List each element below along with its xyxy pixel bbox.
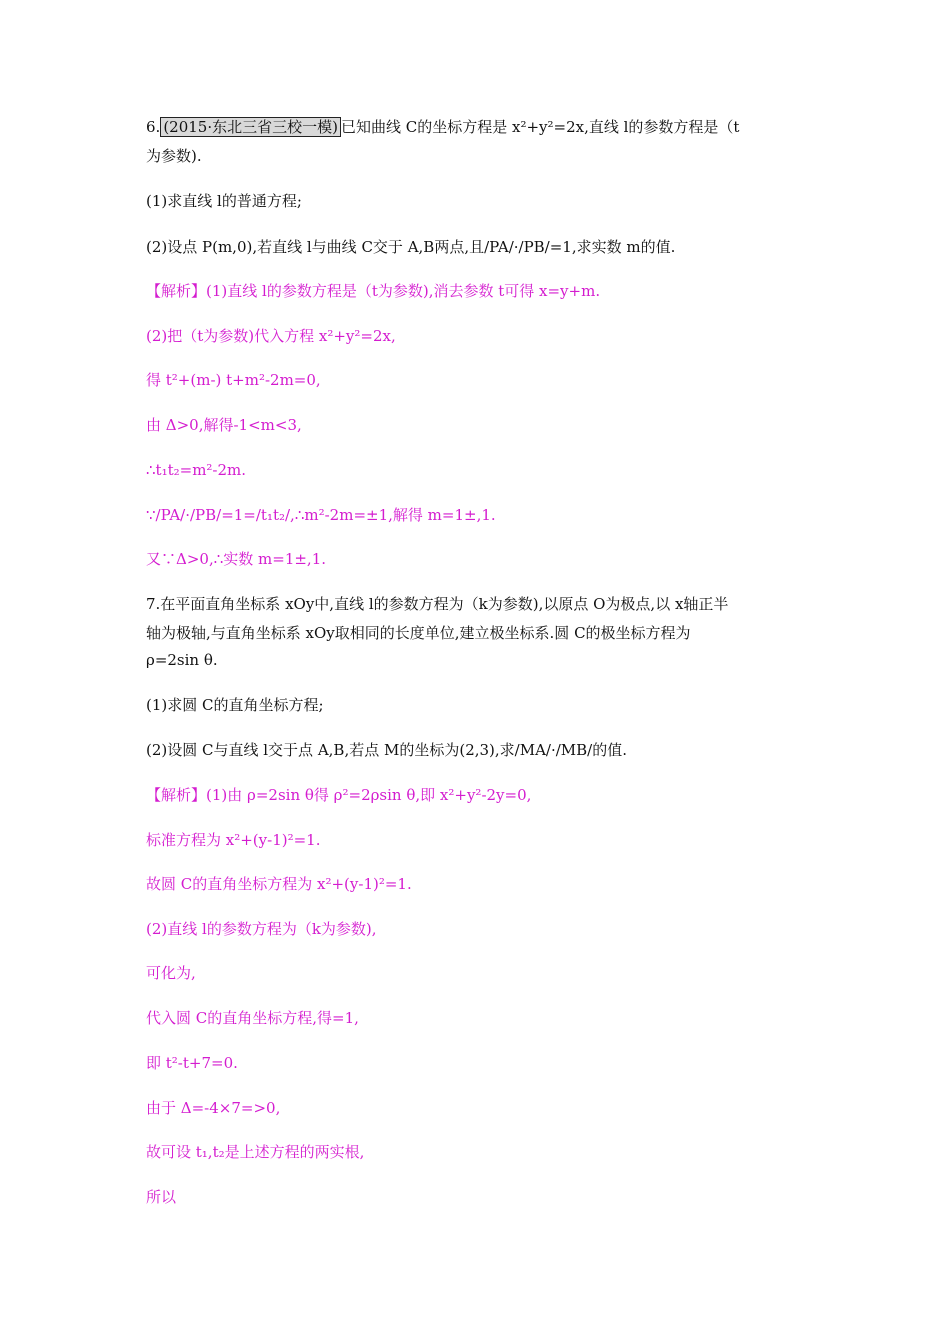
- solution-line: ∴t₁t₂=m²-2m.: [146, 461, 247, 479]
- problem-stem-text: 已知曲线 C的坐标方程是 x²+y²=2x,直线 l的参数方程是（t: [340, 118, 740, 136]
- solution-line: 所以: [146, 1188, 177, 1206]
- solution-line: 即 t²-t+7=0.: [146, 1054, 238, 1072]
- solution-line: 又∵Δ>0,∴实数 m=1±,1.: [146, 550, 327, 568]
- problem-7-stem-line-1: 7.在平面直角坐标系 xOy中,直线 l的参数方程为（k为参数),以原点 O为极点,以 x轴正半: [146, 595, 729, 613]
- solution-line: 故可设 t₁,t₂是上述方程的两实根,: [146, 1143, 365, 1161]
- solution-line: 【解析】(1)直线 l的参数方程是（t为参数),消去参数 t可得 x=y+m.: [146, 282, 601, 300]
- problem-6-stem-line-1: [146, 116, 739, 138]
- solution-line: 代入圆 C的直角坐标方程,得=1,: [146, 1009, 359, 1027]
- solution-line: 标准方程为 x²+(y-1)²=1.: [146, 831, 321, 849]
- problem-7-question-2: (2)设圆 C与直线 l交于点 A,B,若点 M的坐标为(2,3),求/MA/·/MB/的值.: [146, 741, 627, 759]
- problem-6-question-1: (1)求直线 l的普通方程;: [146, 192, 302, 210]
- solution-line: 由于 Δ=-4×7=>0,: [146, 1099, 281, 1117]
- solution-line: 【解析】(1)由 ρ=2sin θ得 ρ²=2ρsin θ,即 x²+y²-2y=0,: [146, 786, 532, 804]
- source-tag: (2015·东北三省三校一模): [160, 117, 341, 137]
- problem-6-stem-line-2: 为参数).: [146, 147, 202, 165]
- problem-7-question-1: (1)求圆 C的直角坐标方程;: [146, 696, 324, 714]
- solution-line: (2)把（t为参数)代入方程 x²+y²=2x,: [146, 327, 396, 345]
- problem-7-stem-line-3: ρ=2sin θ.: [146, 651, 218, 669]
- solution-line: ∵/PA/·/PB/=1=/t₁t₂/,∴m²-2m=±1,解得 m=1±,1.: [146, 506, 496, 524]
- solution-line: (2)直线 l的参数方程为（k为参数),: [146, 920, 377, 938]
- problem-7-stem-line-2: 轴为极轴,与直角坐标系 xOy取相同的长度单位,建立极坐标系.圆 C的极坐标方程为: [146, 624, 691, 642]
- problem-number: 6.: [146, 118, 161, 136]
- solution-line: 可化为,: [146, 964, 196, 982]
- solution-line: 由 Δ>0,解得-1<m<3,: [146, 416, 302, 434]
- problem-6-question-2: (2)设点 P(m,0),若直线 l与曲线 C交于 A,B两点,且/PA/·/PB/=1,求实数 m的值.: [146, 238, 676, 256]
- solution-line: 得 t²+(m-) t+m²-2m=0,: [146, 371, 321, 389]
- solution-line: 故圆 C的直角坐标方程为 x²+(y-1)²=1.: [146, 875, 412, 893]
